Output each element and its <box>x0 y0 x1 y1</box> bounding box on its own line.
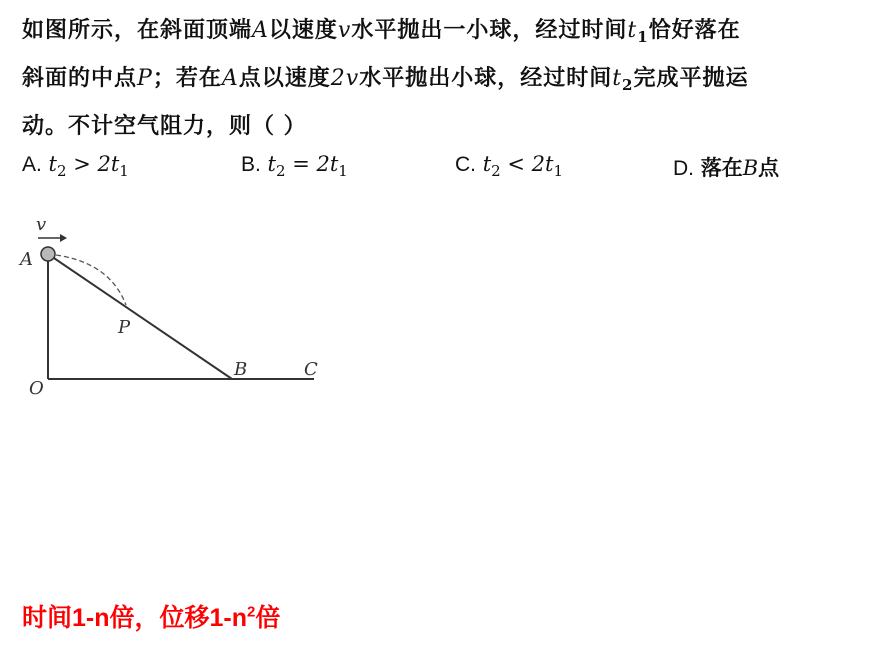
option-letter: B. <box>241 153 261 176</box>
note-text: 时间1-n倍，位移1-n <box>22 604 248 632</box>
option-math: t <box>482 152 492 176</box>
time-subscript: 2 <box>622 76 634 94</box>
option-c[interactable] <box>455 152 563 180</box>
option-subscript: 2 <box>56 162 67 180</box>
point-B-label: B <box>742 156 759 180</box>
question-text-fragment: ；若在 <box>152 65 222 91</box>
label-P: P <box>118 317 131 338</box>
answer-options <box>22 152 872 192</box>
label-C: C <box>304 359 318 380</box>
option-d[interactable] <box>673 152 779 182</box>
question-text <box>22 10 872 147</box>
option-letter: D. <box>673 157 694 180</box>
option-operator: = <box>285 152 317 176</box>
question-text-fragment: 水平抛出小球，经过时间 <box>359 65 613 91</box>
point-A-label: A <box>221 66 239 91</box>
option-subscript: 2 <box>491 162 501 180</box>
question-line-2 <box>22 58 872 106</box>
question-text-fragment: 以速度 <box>268 17 338 43</box>
option-subscript: 1 <box>338 162 348 180</box>
question-text-fragment: 水平抛出一小球，经过时间 <box>351 17 628 43</box>
option-b[interactable] <box>241 152 348 180</box>
option-letter: A. <box>22 153 42 176</box>
option-a[interactable] <box>22 152 129 180</box>
option-subscript: 2 <box>275 162 286 180</box>
point-P-label: P <box>137 66 153 91</box>
option-subscript: 1 <box>119 162 129 180</box>
question-text-fragment: 完成平抛运 <box>633 65 749 91</box>
point-A-label: A <box>252 18 269 43</box>
velocity-arrow-head <box>60 234 67 242</box>
label-B: B <box>234 359 248 380</box>
option-operator: < <box>500 152 532 176</box>
ball <box>41 247 55 261</box>
time-symbol: t <box>612 66 623 91</box>
option-text: 点 <box>758 155 780 180</box>
velocity-symbol: 2v <box>330 66 360 91</box>
incline-figure <box>14 208 334 403</box>
velocity-symbol: v <box>337 18 352 43</box>
label-A: A <box>20 249 33 270</box>
time-symbol: t <box>627 18 638 43</box>
option-text: 落在 <box>700 155 743 180</box>
option-math: 2t <box>531 152 554 176</box>
note-suffix: 倍 <box>255 604 281 632</box>
question-text-fragment: 点以速度 <box>238 65 331 91</box>
label-v: v <box>36 214 47 235</box>
question-line-1 <box>22 10 872 58</box>
option-subscript: 1 <box>553 162 563 180</box>
handwritten-note <box>22 598 280 634</box>
question-line-3: 动。不计空气阻力，则（ ） <box>22 113 307 139</box>
incline-line <box>48 254 232 379</box>
option-math: 2t <box>316 152 339 176</box>
option-math: t <box>48 152 57 176</box>
option-operator: > <box>66 152 98 176</box>
option-math: 2t <box>97 152 120 176</box>
time-subscript: 1 <box>637 28 649 46</box>
question-text-fragment: 恰好落在 <box>648 17 741 43</box>
option-letter: C. <box>455 153 476 176</box>
label-O: O <box>29 378 44 399</box>
question-text-fragment: 如图所示，在斜面顶端 <box>22 17 253 43</box>
note-superscript: 2 <box>247 603 256 621</box>
question-text-fragment: 斜面的中点 <box>22 65 138 91</box>
option-math: t <box>267 152 276 176</box>
